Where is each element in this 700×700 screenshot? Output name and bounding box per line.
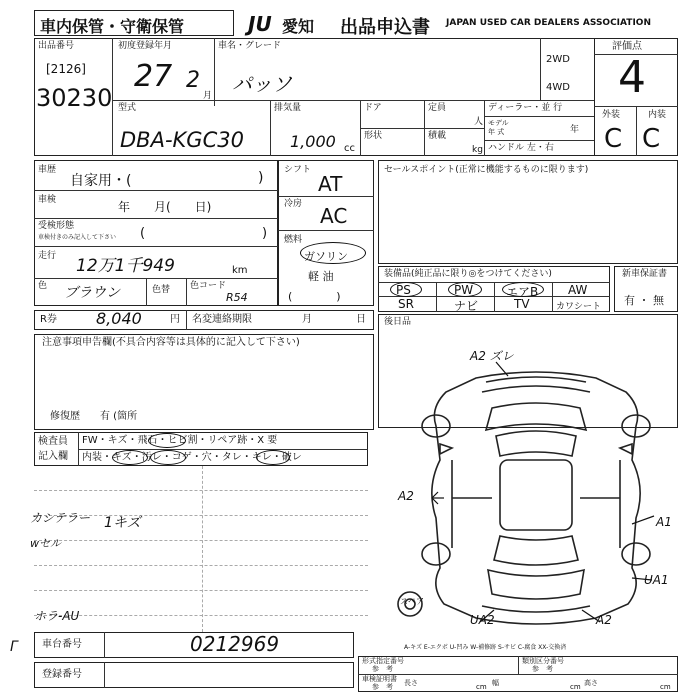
damage-legend: A-キズ E-エクボ U-凹み W-補修跡 S-サビ C-腐食 XX-交換済	[404, 644, 567, 651]
form-title: 出品申込書	[340, 17, 430, 38]
form-label: 形式指定番号	[362, 657, 404, 665]
drive-4wd: 4WD	[546, 82, 570, 93]
divider	[360, 128, 484, 129]
divider	[146, 278, 147, 306]
length-label: 長さ	[404, 679, 418, 687]
warranty-label: 新車保証書	[622, 269, 668, 279]
drive-2wd: 2WD	[546, 54, 570, 65]
name-change-day: 日	[356, 314, 366, 325]
cat-ref: 参 考	[532, 665, 553, 673]
form-ref: 参 考	[372, 665, 393, 673]
history-label: 車歴	[38, 165, 57, 175]
displacement-value: 1,000	[290, 132, 336, 151]
cat-label: 類別区分番号	[522, 657, 564, 665]
airbag-circle	[502, 282, 544, 297]
damage-label-a1: A1	[656, 515, 672, 529]
divider	[358, 674, 678, 675]
divider	[484, 140, 594, 141]
ac-label: 冷房	[284, 199, 303, 209]
inspector-label-2: 記入欄	[38, 451, 68, 462]
inspection-label: 車検	[38, 195, 57, 205]
mileage-value: 12万1千949	[76, 256, 175, 276]
kg-unit: kg	[472, 145, 483, 155]
history-close: )	[258, 170, 264, 186]
rating-label: 評価点	[612, 41, 642, 52]
damage-label-a2-top: A2 ズレ	[470, 349, 514, 363]
model-year-label: モデル	[488, 119, 509, 127]
divider	[278, 230, 374, 231]
scratch-circle	[112, 450, 148, 465]
lot-number: 30230	[36, 84, 113, 112]
inspector-row-1: FW・キズ・飛石・ヒビ割・リペア跡・X 要	[82, 435, 278, 446]
door-label: ドア	[364, 103, 382, 113]
km-unit: km	[232, 265, 248, 276]
reg-number-box	[34, 662, 354, 688]
dealer-label: ディーラー・並 行	[488, 103, 563, 113]
damage-label-ua1: UA1	[644, 573, 669, 587]
lot-sub: [2126]	[46, 62, 86, 76]
equip-tv: TV	[514, 297, 530, 311]
divider	[34, 246, 278, 247]
equip-label: 装備品(純正品に限り◎をつけてください)	[384, 269, 552, 279]
inspector-label-1: 検査員	[38, 436, 68, 447]
model-value: DBA-KGC30	[120, 128, 244, 152]
exterior-label: 外装	[602, 110, 621, 120]
divider	[104, 662, 105, 688]
equip-seat: カワシート	[556, 302, 602, 312]
equip-aw: AW	[568, 283, 588, 297]
month-unit: 月	[203, 91, 213, 101]
divider	[186, 310, 187, 330]
color-value: ブラウン	[64, 285, 120, 301]
recycle-label: R券	[40, 314, 57, 325]
ju-logo: JU	[248, 12, 272, 36]
warranty-value: 有 ・ 無	[624, 294, 664, 307]
sales-point-label: セールスポイント(正常に機能するものに限ります)	[384, 165, 589, 175]
sales-section	[378, 160, 678, 264]
exterior-value: C	[604, 124, 623, 154]
spare-label: スペア	[400, 597, 424, 606]
divider	[34, 190, 278, 191]
divider	[540, 38, 541, 100]
inspector-row-2: 内装・キズ・汚レ・コゲ・穴・タレ・キレ・破レ	[82, 452, 302, 463]
divider	[518, 656, 519, 674]
equip-pw: PW	[454, 283, 474, 297]
shift-label: シフト	[284, 165, 312, 175]
handwritten-note-3: 1キズ	[104, 515, 141, 531]
receive-close: )	[262, 226, 268, 241]
width-label: 幅	[492, 679, 499, 687]
divider	[104, 632, 105, 658]
notes-label: 注意事項申告欄(不具合内容等は具体的に記入して下さい)	[42, 337, 300, 348]
equip-navi: ナビ	[454, 299, 479, 313]
storage-label: 車内保管・守衛保管	[40, 17, 185, 36]
reg-label: 初度登録年月	[118, 41, 173, 51]
receive-label: 受検形態	[38, 221, 75, 231]
equip-airbag: エアB	[506, 285, 539, 299]
rule-line	[34, 615, 368, 616]
year-unit: 年	[570, 125, 580, 135]
fuel-gas: ガソリン	[304, 250, 348, 263]
name-value: パッソ	[232, 72, 292, 96]
ac-value: AC	[320, 204, 348, 228]
rule-line	[34, 540, 368, 541]
divider	[270, 100, 271, 156]
repaint-label: 色替	[152, 285, 171, 295]
chip-circle	[148, 433, 186, 448]
mileage-label: 走行	[38, 251, 57, 261]
fuel-gas-circle	[300, 242, 366, 264]
recycle-unit: 円	[170, 314, 180, 325]
displacement-label: 排気量	[274, 103, 302, 113]
divider	[278, 196, 374, 197]
reg-number-label: 登録番号	[42, 669, 82, 680]
divider	[186, 278, 187, 306]
fuel-diesel: 軽 油	[308, 270, 334, 283]
model-year-label-2: 年 式	[488, 128, 505, 136]
damage-label-ua2: UA2	[470, 613, 495, 627]
rule-line	[34, 490, 368, 491]
model-label: 型式	[118, 103, 137, 113]
recycle-value: 8,040	[96, 309, 142, 328]
cc-unit: cc	[344, 143, 355, 154]
chassis-label: 車台番号	[42, 639, 82, 650]
divider	[34, 278, 278, 279]
pw-circle	[448, 282, 482, 297]
divider	[112, 100, 594, 101]
equip-ps: PS	[396, 283, 411, 297]
color-code-label: 色コード	[190, 281, 227, 291]
handwritten-note-2: wセル	[30, 537, 61, 550]
cert-ref: 参 考	[372, 683, 393, 691]
shift-value: AT	[318, 172, 343, 196]
cert-label: 車検証明書	[362, 675, 397, 683]
stain-circle	[150, 450, 186, 465]
receive-value: (	[140, 226, 146, 241]
logo-region: 愛知	[282, 17, 315, 36]
equip-sr: SR	[398, 297, 414, 311]
color-label: 色	[38, 281, 48, 291]
divider	[552, 282, 553, 312]
shape-label: 形状	[364, 131, 383, 141]
damage-label-a2-bottom: A2	[596, 613, 612, 627]
divider	[494, 282, 495, 312]
back-cert-label: 後日品	[384, 317, 412, 327]
sag-circle	[256, 450, 290, 465]
divider	[34, 218, 278, 219]
rule-line	[34, 590, 368, 591]
divider	[484, 100, 485, 156]
rule-line	[34, 565, 368, 566]
divider	[636, 106, 637, 156]
inspection-value: 年 月( 日)	[118, 200, 212, 214]
name-change-month: 月	[302, 314, 312, 325]
association-name: JAPAN USED CAR DEALERS ASSOCIATION	[446, 18, 651, 28]
damage-label-a2-left: A2	[398, 489, 414, 503]
handle-label: ハンドル 左・右	[488, 143, 554, 153]
fuel-other: ( )	[288, 290, 341, 303]
name-label: 車名・グレード	[218, 41, 282, 51]
interior-label: 内装	[648, 110, 667, 120]
color-code-value: R54	[226, 291, 248, 304]
ps-circle	[390, 282, 422, 297]
name-change-label: 名変連絡期限	[192, 314, 252, 325]
interior-value: C	[642, 124, 661, 154]
height-unit: cm	[660, 683, 671, 691]
divider	[484, 116, 594, 117]
car-diagram	[396, 348, 676, 648]
length-unit: cm	[476, 683, 487, 691]
reg-month: 2	[186, 68, 200, 93]
handwritten-note-4: ホラ-AU	[34, 609, 80, 623]
lot-label: 出品番号	[38, 41, 75, 51]
repair-label: 修復歴 有 (箇所	[50, 411, 138, 422]
capacity-label: 定員	[428, 103, 447, 113]
load-label: 積載	[428, 131, 447, 141]
rating-value: 4	[618, 52, 646, 103]
capacity-unit: 人	[474, 117, 484, 127]
reg-year: 27	[134, 59, 173, 94]
history-value: 自家用・(	[70, 173, 132, 189]
corner-mark: Γ	[10, 639, 18, 655]
divider	[214, 38, 215, 106]
fuel-label: 燃料	[284, 235, 303, 245]
width-unit: cm	[570, 683, 581, 691]
height-label: 高さ	[584, 679, 598, 687]
chassis-value: 0212969	[190, 632, 280, 656]
handwritten-note-1: カシテラー	[30, 511, 91, 525]
divider	[436, 282, 437, 312]
receive-sub: 車検付きのみ記入して下さい	[38, 234, 117, 241]
